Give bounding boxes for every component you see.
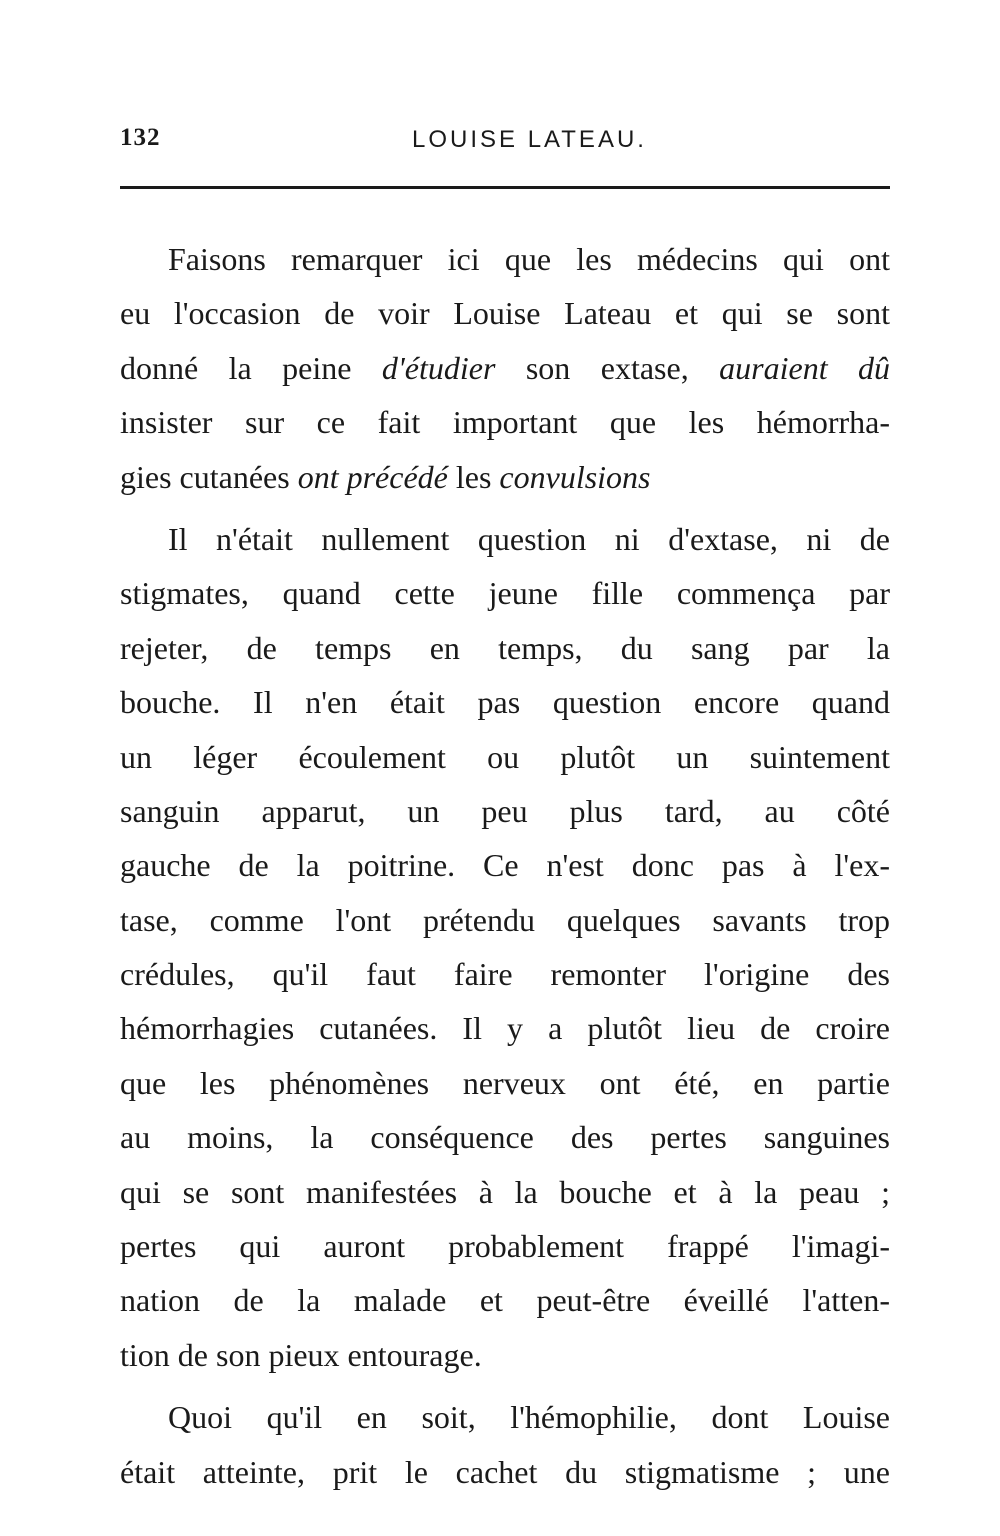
text-segment: au moins, la conséquence des pertes sanguines: [120, 1119, 890, 1156]
text-line: [120, 947, 890, 1001]
italic-text: auraient dû: [719, 349, 890, 386]
running-title: LOUISE LATEAU.: [412, 126, 647, 153]
text-segment: donné la peine: [120, 349, 382, 386]
text-segment: pertes qui auront probablement frappé l'imagi-: [120, 1228, 890, 1265]
text-line: [120, 450, 890, 504]
text-line: [120, 512, 890, 566]
text-line: [120, 1219, 890, 1273]
text-segment: crédules, qu'il faut faire remonter l'origine des: [120, 956, 890, 993]
text-segment: qui se sont manifestées à la bouche et à la peau ;: [120, 1173, 890, 1210]
text-segment: tase, comme l'ont prétendu quelques savants trop: [120, 901, 890, 938]
text-segment: tion de son pieux entourage.: [120, 1336, 482, 1373]
text-line: [120, 893, 890, 947]
text-segment: son extase,: [495, 349, 720, 386]
text-line: [120, 286, 890, 340]
text-segment: sanguin apparut, un peu plus tard, au côté: [120, 792, 890, 829]
text-segment: gies cutanées: [120, 458, 298, 495]
header-rule: [120, 186, 890, 189]
text-segment: nation de la malade et peut-être éveillé l'atten-: [120, 1282, 890, 1319]
text-line: [120, 395, 890, 449]
text-line: [120, 621, 890, 675]
text-segment: Faisons remarquer ici que les médecins qui ont: [168, 241, 890, 277]
text-line: [120, 232, 890, 286]
text-line: [120, 1328, 890, 1382]
text-segment: hémorrhagies cutanées. Il y a plutôt lieu de croire: [120, 1010, 890, 1047]
body-text: [120, 232, 890, 1499]
text-line: [120, 1273, 890, 1327]
text-line: [120, 838, 890, 892]
text-segment: bouche. Il n'en était pas question encore quand: [120, 684, 890, 721]
text-line: [120, 1110, 890, 1164]
text-segment: insister sur ce fait important que les hémorrha-: [120, 404, 890, 441]
italic-text: convulsions: [499, 458, 651, 495]
text-segment: eu l'occasion de voir Louise Lateau et qui se sont: [120, 295, 890, 332]
text-segment: que les phénomènes nerveux ont été, en partie: [120, 1064, 890, 1101]
text-line: [120, 1390, 890, 1444]
page-number: 132: [120, 124, 161, 151]
text-line: [120, 1001, 890, 1055]
text-line: [120, 784, 890, 838]
text-segment: rejeter, de temps en temps, du sang par la: [120, 629, 890, 666]
text-line: [120, 566, 890, 620]
text-segment: les: [447, 458, 500, 495]
text-line: [120, 730, 890, 784]
text-line: [120, 341, 890, 395]
text-line: [120, 1445, 890, 1499]
text-segment: stigmates, quand cette jeune fille commença par: [120, 575, 890, 612]
italic-text: d'étudier: [381, 349, 496, 386]
text-segment: était atteinte, prit le cachet du stigmatisme ; une: [120, 1453, 890, 1490]
text-line: [120, 675, 890, 729]
text-segment: un léger écoulement ou plutôt un suintement: [120, 738, 890, 775]
text-segment: gauche de la poitrine. Ce n'est donc pas à l'ex-: [120, 847, 890, 884]
text-line: [120, 1165, 890, 1219]
text-segment: Quoi qu'il en soit, l'hémophilie, dont Louise: [168, 1399, 890, 1436]
text-segment: Il n'était nullement question ni d'extase, ni de: [168, 520, 890, 557]
italic-text: ont précédé: [297, 458, 448, 495]
text-line: [120, 1056, 890, 1110]
